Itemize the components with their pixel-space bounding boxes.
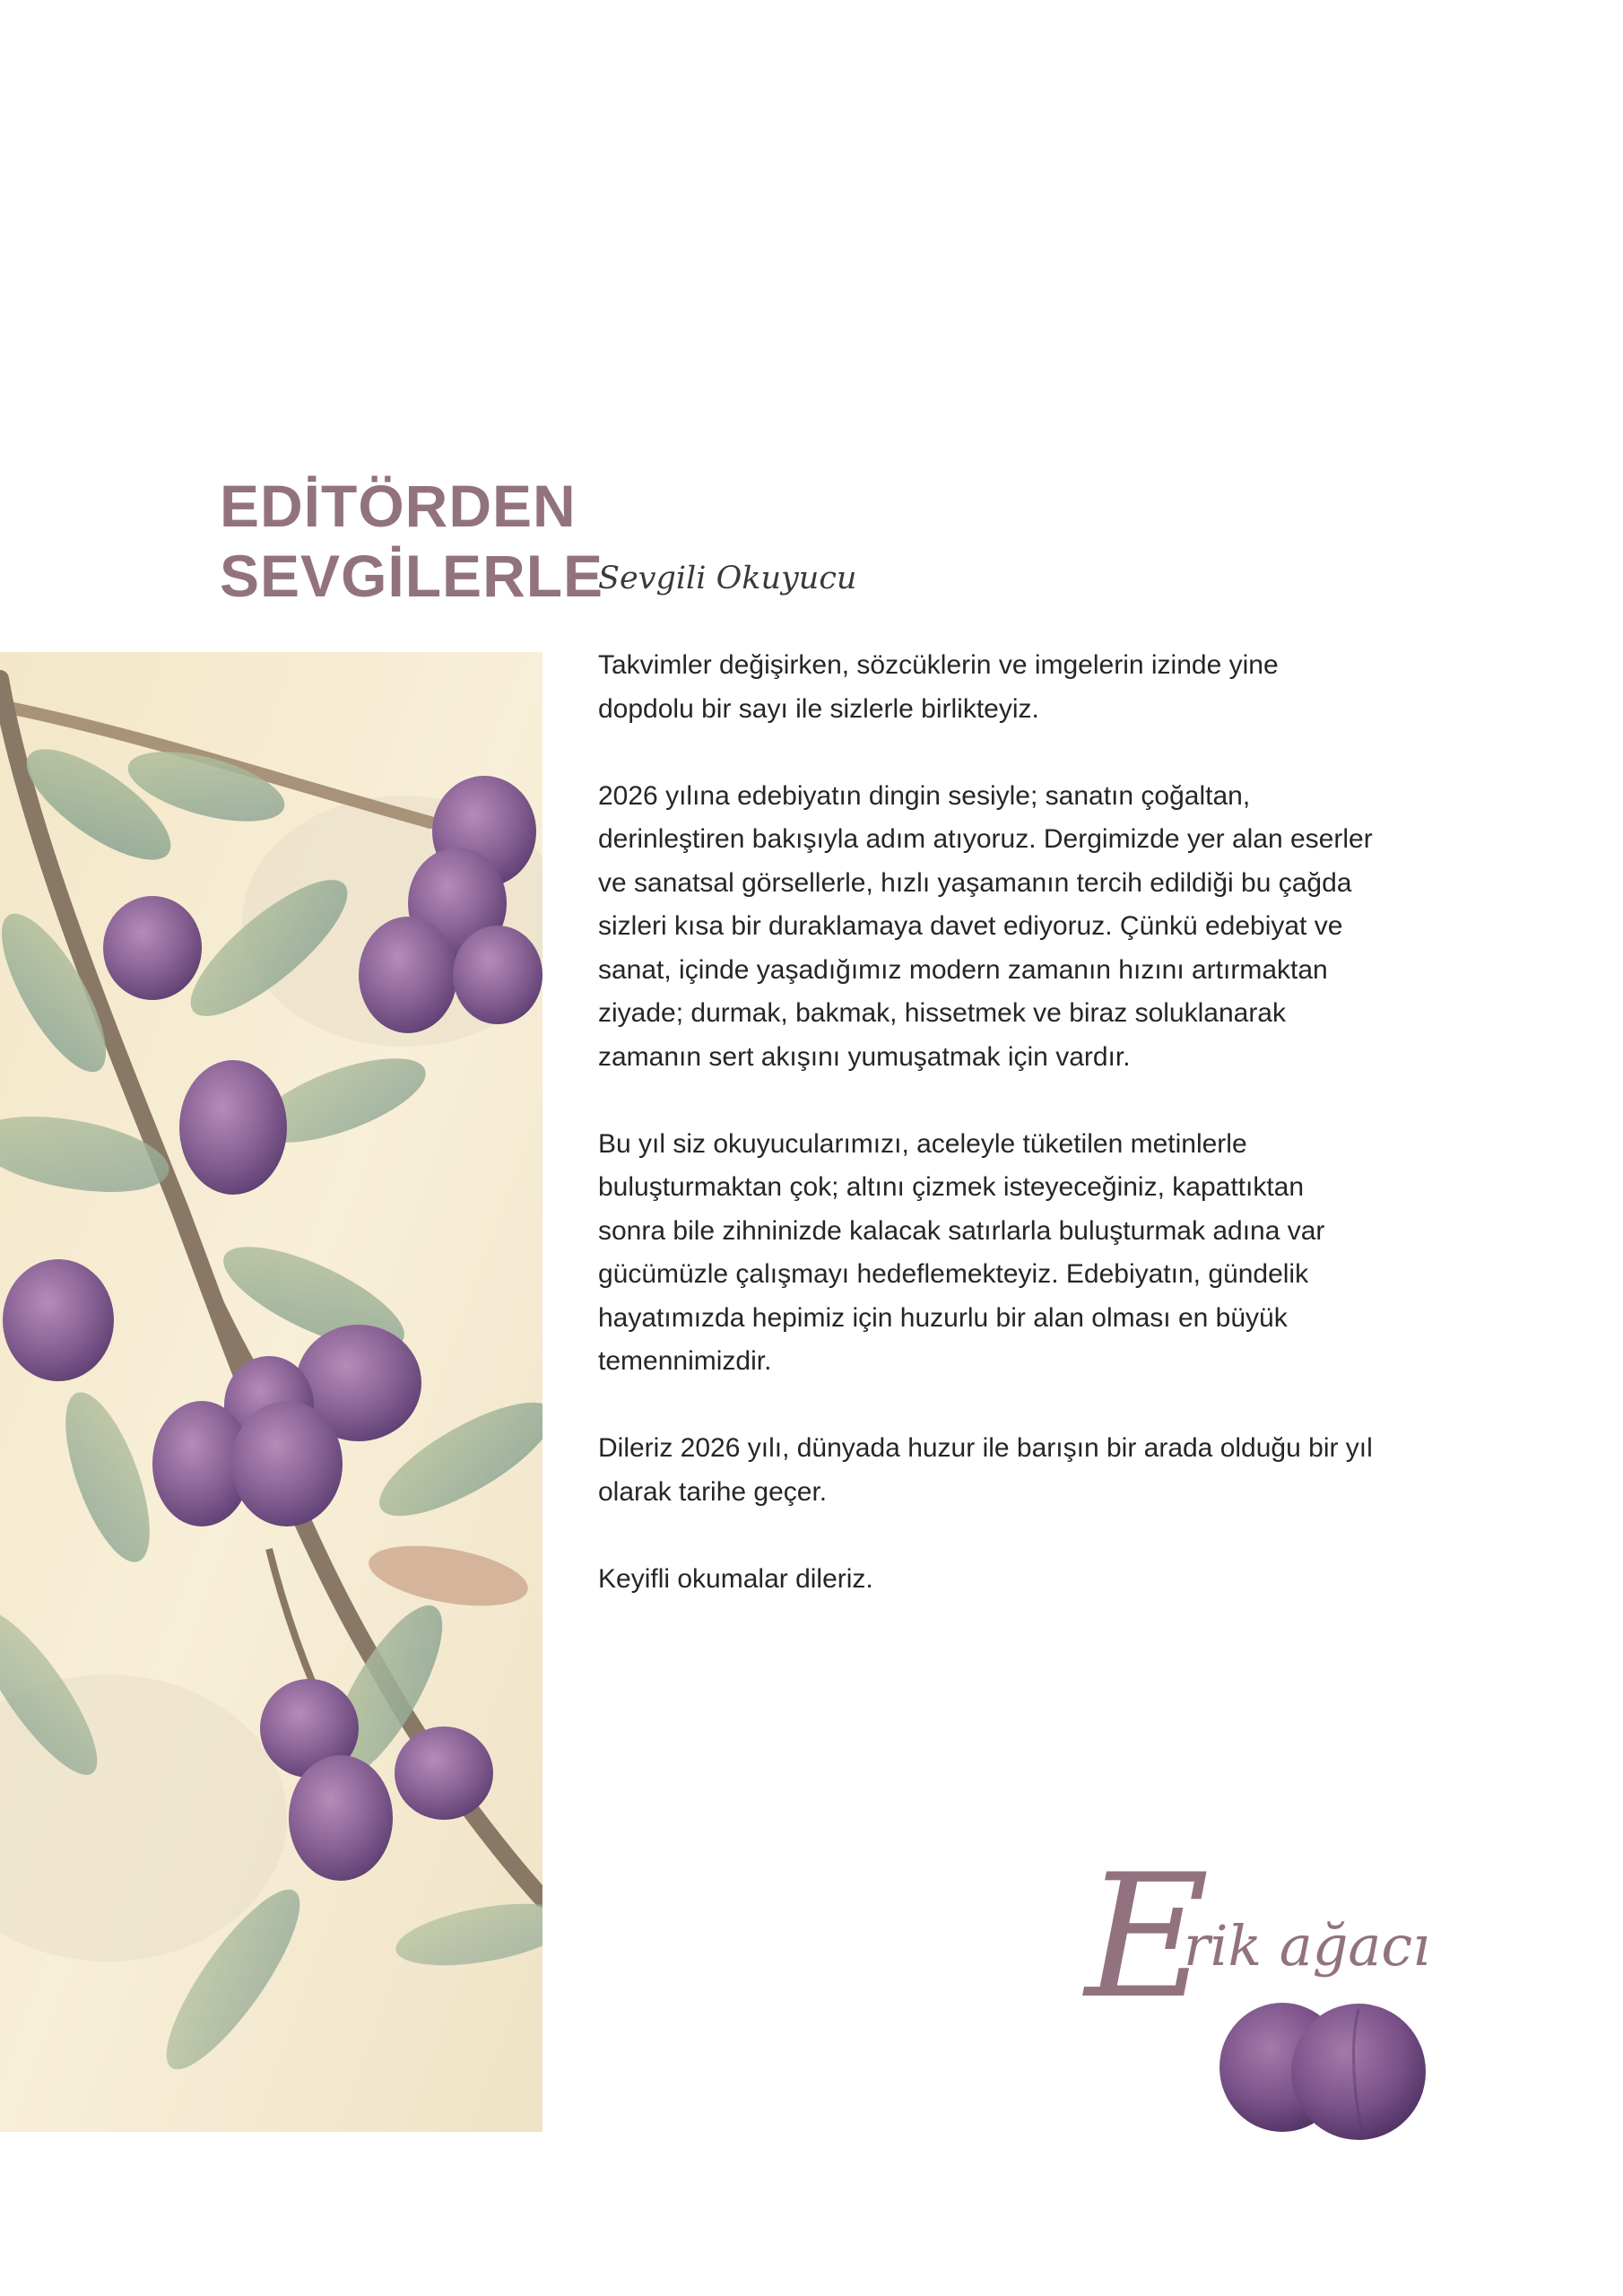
plum-branch-illustration: [0, 652, 542, 2132]
page-title: [220, 471, 603, 611]
title-line-2: SEVGİLERLE: [220, 543, 604, 609]
letter-paragraph: Keyifli okumalar dileriz.: [598, 1563, 873, 1594]
letter-paragraph: Bu yıl siz okuyucularımızı, aceleyle tüketilen metinlerle buluşturmaktan çok; altını çizmek isteyeceğiniz, kapattıktan sonra bile zihninizde kalacak satırlarla buluşturmak adına var gücümüzle çalışmayı hedeflemekteyiz. Edebiyatın, gündelik hayatımızda hepimiz için huzurlu bir alan olması en büyük temennimizdir.: [598, 1128, 1325, 1376]
letter-body: [598, 644, 1378, 1645]
plums-icon: [1206, 1991, 1439, 2144]
title-line-1: EDİTÖRDEN: [220, 473, 577, 539]
letter-paragraph: 2026 yılına edebiyatın dingin sesiyle; sanatın çoğaltan, derinleştiren bakışıyla adım atıyoruz. Dergimizde yer alan eserler ve sanatsal görsellerle, hızlı yaşamanın tercih edildiği bu çağda sizleri kısa bir duraklamaya davet ediyoruz. Çünkü edebiyat ve sanat, içinde yaşadığımız modern zamanın hızını artırmaktan ziyade; durmak, bakmak, hissetmek ve biraz soluklanarak zamanın sert akışını yumuşatmak için vardır.: [598, 780, 1373, 1072]
signature-initial: E: [1085, 1838, 1210, 2036]
salutation: Sevgili Okuyucu: [598, 561, 857, 596]
signature-logo: [1072, 1812, 1484, 2152]
letter-paragraph: Takvimler değişirken, sözcüklerin ve imgelerin izinde yine dopdolu bir sayı ile sizlerle birlikteyiz.: [598, 650, 1279, 724]
letter-paragraph: Dileriz 2026 yılı, dünyada huzur ile barışın bir arada olduğu bir yıl olarak tarihe geçer.: [598, 1433, 1373, 1507]
signature-rest: rik ağacı: [1184, 1913, 1430, 1979]
